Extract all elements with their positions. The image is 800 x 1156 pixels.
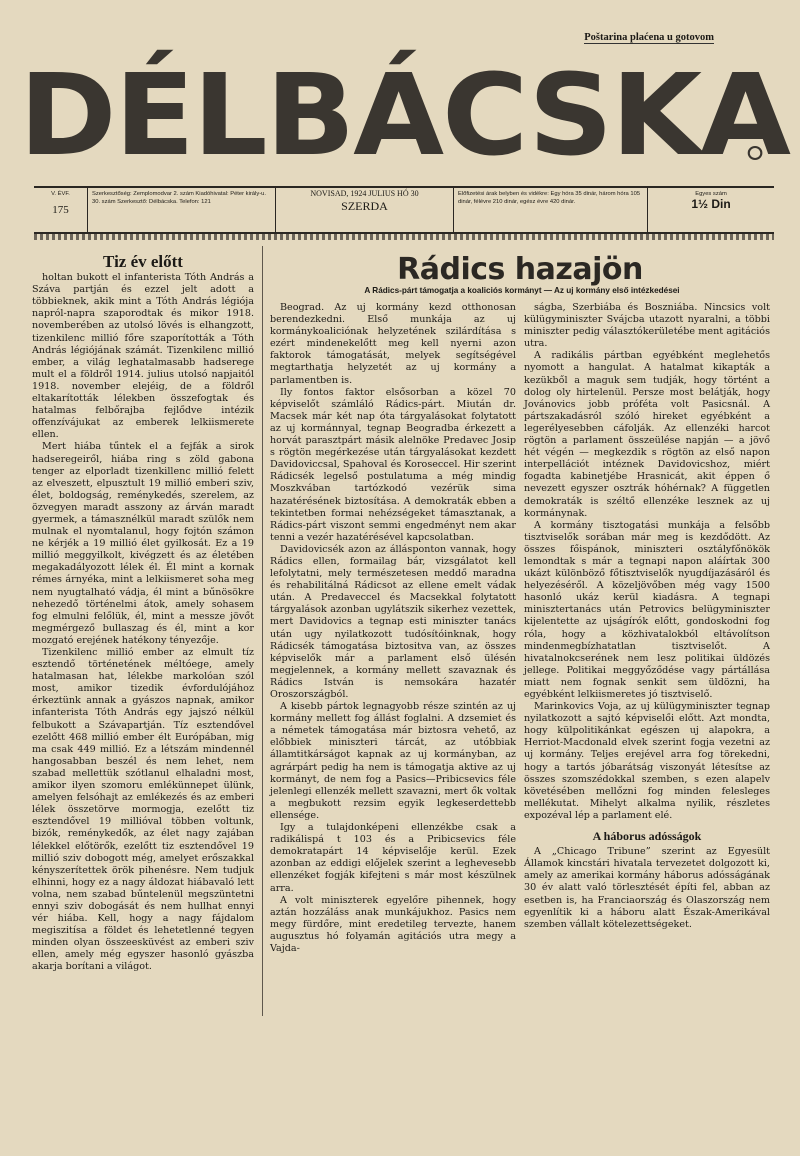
paragraph: holtan bukott el infanterista Tóth András a Száva partján és ezzel jelt adott a többieknek, akik mint a Tóth András légiója napról-napra szaporodtak és mikor 1918. novemberében az utolsó lövés is elhangzott, tizenkilenc millió főre szaporították a Tóth András légiójának számát. Tizenkilenc millió ember, a világ leghatalmasabb hadserege mult el a földről 1914. julius utolsó napjaitól 1918. november elejéig, de a földről eltakarították lélekben összefogtak és hatalmas felbőrajba fejlődve intézik offenzívájukat az emberek lelkiismerete ellen. (32, 272, 254, 441)
main-column-1 (270, 302, 516, 955)
paragraph: Igy a tulajdonképeni ellenzékbe csak a radikálispá t 103 és a Pribicsevics féle demokratapárt 14 képviselője kerül. Ezek azonban az eddigi előjelek szerint a leghevesebb ellenzéket fogják kifejteni s már most készülnek arra. (270, 822, 516, 894)
paragraph: A „Chicago Tribune” szerint az Egyesült Államok kincstári hivatala tervezetet dolgozott ki, amely az amerikai kormány háborus adósságának 30 év alatt való törlesztését építi fel, abban az esetben is, ha Franciaország és Olaszország nem egyenlítik ki a háboru alatt Észak-Amerikával szemben vállalt kötelezettségeket. (524, 846, 770, 930)
main-column-2 (524, 302, 770, 931)
issue-date: NOVISAD, 1924 JULIUS HÓ 30 (310, 189, 419, 198)
office-info: Szerkesztőség: Zemplomodvar 2. szám Kiadóhivatal: Péter király-u. 30. szám Szerkesztő: Délbácska. Telefon: 121 (88, 188, 276, 232)
paragraph: A radikális pártban egyébként meglehetős nyomott a hangulat. A hatalmat kikapták a kezükből a maguk sem tudják, hogy történt a dolog oly hirtelenül. Persze most belátják, hogy Jovánovics jobb próféta volt Pasicsnál. A pártszakadásról szóló hireket egyébként a legerélyesebben cáfolják. Az ellenzéki harcot rögtön a parlament összeülése napján — a jövő hét végén — megkezdik s rögtön az első napon interpellációt intéznek Davidovicshoz, miért fogadta kabinetjébe Hrasnicát, akit éppen ő nevezett egyszer osztrák hóhérnak? A független demokraták is széltő ellenzéke lesznek az uj kormánynak. (524, 350, 770, 519)
ornamental-rule (34, 234, 774, 240)
paragraph: Tizenkilenc millió ember az elmult tíz esztendő történetének méltóege, amely hatalmasan hat, lélekbe markolóan szól most, amikor tizedik évfordulójához érkeztünk annak a gyászos napnak, amikor infanterista Tóth András egy jajszó nélkül felbukott a Szávapartján. Tíz esztendővel ezelőtt 468 millió ember élt Európában, mig ma csak 449 millió. Ez a létszám mindennél hangosabban beszél és nem lehet, nem szabad mellettük szótlanul elhaladni most, amikor ilyen szomoru emlékünnepet ülünk, amelyen felsóhajt az emlékezés és az emberi lélek összetörve mormogja, ezelőtt tiz esztendővel 19 millióval többen voltunk, bizók, reménykedők, az élet nagy zajában lélekkel előtörők, ezelőtt tiz esztendővel 19 millió sziv dobogott még, amelyet erőszakkal kényszerítettek örök pihenésre. Nem tudjuk elhinni, hogy ez a nagy áldozat hiábavaló lett volna, nem szabad bűntelenül megszüntetni ennyi sziv dobogását és nem hullhat ennyi vér hiába. Kell, hogy a nagy fájdalom megiszitísa a földet és lehetetlenné tegyen minden olyan összeesküvést az emberi sziv ellen, amely még egyszer hasonló gyászba akarja borítani a világot. (32, 647, 254, 973)
issue-weekday: SZERDA (341, 199, 388, 213)
paragraph: A volt miniszterek egyelőre pihennek, hogy aztán hozzáláss anak munkájukhoz. Pasics nem megy fürdőre, mint eredetileg tervezte, hanem augusztus hó folyamán agitációs utra megy a Vajda- (270, 894, 516, 954)
paragraph: A kormány tisztogatási munkája a felsőbb tisztviselők sorában már meg is kezdődött. Az összes főispánok, miniszteri osztályfőnökök lemondtak s már a tegnapi napon aláírtak 300 ukázt különböző főtisztviselők nyugdíjazásáról és helyezéséről. A közeljövőben még vagy 1500 hasonló ukáz kerül kiadásra. A tegnapi minisztertanács után Petrovics belügyminiszter kijelentette az ujságírók előtt, gondoskodni fog róla, hogy a közhivatalokból eltávolítson mindenmegbízhatatlan tisztviselőt. A hivatalnokcserének nem lesz politikai üldözés jellege. Politikai meggyőződése vagy pártállása miatt nem fognak senkit sem üldözni, ha egyébként lelkiismeretes jó tisztviselő. (524, 519, 770, 700)
issue-date-box (276, 188, 454, 232)
paragraph: A kisebb pártok legnagyobb része szintén az uj kormány mellett fog állást foglalni. A dzsemiet és a németek támogatása már biztosra vehető, az előbbiek miniszteri tárcát, az utóbbiak államtitkárságot kapnak az uj kormányban, az agrárpárt pedig ha nem is támogatja aktive az uj kormányt, de nem fog a Pasics—Pribicsevics féle jelenlegi ellenzék mellett szavazni, mert ők voltak a megbukott rezsim egyik legkeserdettebb ellensége. (270, 701, 516, 821)
single-copy-price-box (648, 188, 774, 232)
left-article-title: Tiz év előtt (103, 252, 183, 271)
paragraph: Marinkovics Voja, az uj külügyminiszter tegnap nyilatkozott a sajtó képviselői előtt. Azt mondta, hogy külpolitikánkat egészen uj alapokra, a Herriot-Macdonald elvek szerint fogja vezetni az uj kormány. Teljes erejével arra fog törekedni, hogy a tartós jóbarátság viszonyát létesítse az összes szomszédokkal szemben, s ezen alapelv követésében mellőzni fog minden felesleges mellékutat. Mihelyt alkalma nyilik, részletes expozéval lép a parlament elé. (524, 701, 770, 821)
single-label: Egyes szám (695, 191, 727, 197)
paragraph: Mert hiába tűntek el a fejfák a sirok hadseregeiről, hiába ring s zöld gabona tenger az elporladt tizenkillenc millió felett az elveszett, elpusztult 19 millió emberi sziv, élet, boldogság, reménykedés, szerelem, az özvegyen maradt asszony az árván maradt gyermek, a támasznélkül maradt szülők nem mulnak el nyomtalanul, hogy fojtón számon ne kérjék a 19 millió élet gyilkosát. Ez a 19 millió meggyilkolt, kivégzett és az életében megakadályozott lélek él. Él mint a kornak rémes árnyéka, mint a lelkiismeret soha meg nem nyugtalható vádja, él mint a bűnösökre nehezedő történelmi átok, amely sohasem fog elmulni felőlük, él, mint a messze jövőt megmérgező bullaszag és él, mint a kor mozgató erejének hatékony tényezője. (32, 441, 254, 646)
paragraph: ságba, Szerbiába és Boszniába. Nincsics volt külügyminiszter Svájcba utazott nyaralni, a többi miniszter pedig választókerületébe ment agitációs utra. (524, 302, 770, 350)
issue-number: 175 (52, 204, 69, 216)
main-subhead: A Rádics-párt támogatja a koaliciós kormányt — Az uj kormány első intézkedései (364, 286, 680, 295)
paragraph: Beograd. Az uj kormány kezd otthonosan berendezkedni. Első munkája az uj kormánykoaliciónak helyzetének szilárdítása s ezért mindenekelőtt meg kell nyerni azon faktorok támogatását, melyek segítségével megtarthatja helyzetét az uj kormány a parlamentben is. (270, 302, 516, 386)
subscription-info: Előfizetési árak belyben és vidékre: Egy hóra 35 dinár, három hóra 105 dinár, félévre 210 dinár, egész évre 420 dinár. (454, 188, 648, 232)
postage-note: Poštarina plaćena u gotovom (584, 32, 714, 43)
masthead-ornament-icon (748, 146, 763, 160)
left-column (32, 246, 254, 974)
box-article-title: A háborus adósságok (592, 829, 702, 844)
single-price: 1½ Din (691, 197, 731, 211)
column-divider (262, 246, 263, 1016)
year-label: V. ÉVF. (51, 191, 70, 197)
masthead-title (19, 51, 789, 181)
issue-info-bar (34, 186, 774, 234)
masthead-text: DÉLBÁCSKA (19, 51, 789, 181)
main-headline: Rádics hazajön (397, 252, 643, 287)
paragraph: Davidovicsék azon az állásponton vannak, hogy Rádics ellen, formailag bár, vizsgálatot kell lefolytatni, mely természetesen meddő maradna és rehabilitálná Rádicsot az ellene emelt vádak után. A Predaveccel és Macsekkal folytatott tárgyalások azonban ugylátszik sikerhez vezettek, mert Davidovics a tegnap esti miniszter tanács után ugy nyilatkozott tudósítóinknak, hogy Rádicsék támogatása biztositva van, az összes képviselők már a parlament első ülésén megjelennek, a kormány mellett szavaznak és Rádics István is nemsokára hazatér Oroszországból. (270, 543, 516, 700)
paragraph: Ily fontos faktor elsősorban a közel 70 képviselőt számláló Rádics-párt. Miután dr. Macsek már két nap óta tárgyalásokat folytatott az uj kormánnyal, tegnap Beogradba érkezett a horvát parasztpárt másik alelnöke Predavec Josip s rögtön megérkezése után tárgyalásokat kezdett Davidoviccsal, Spahoval és Koroseccel. Hir szerint Rádicsék legelső postulatuma a még mindig Moszkvában tartózkodó vezérük sima hazatérésének biztosítása. A demokraták ebben a tekintetben formai nehézségeket támasztanak, a Rádics-párt viszont semmi engedményt nem akar tenni a vezér hazatérésével kapcsolatban. (270, 386, 516, 543)
issue-year-box (34, 188, 88, 232)
